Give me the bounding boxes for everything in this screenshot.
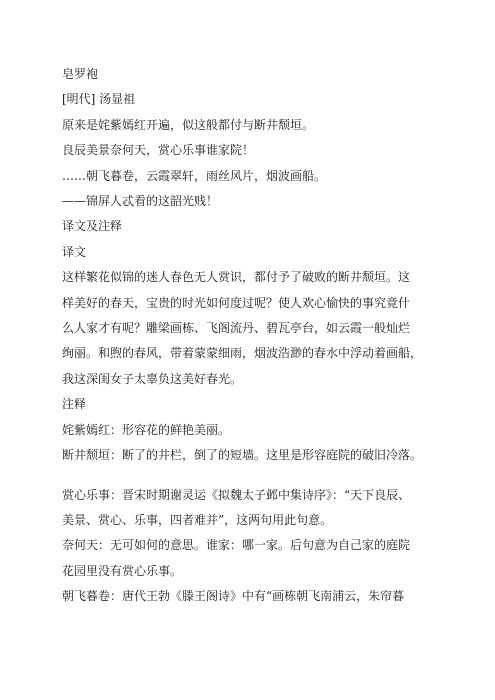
poem-author: [明代] 汤显祖 (62, 92, 136, 107)
note-line: 赏心乐事：晋宋时期谢灵运《拟魏太子邺中集诗序》：“天下良辰、 (62, 487, 411, 502)
note-item (62, 584, 437, 609)
poem-line-1: 原来是姹紫嫣红开遍，似这般都付与断井颓垣。 (62, 117, 315, 132)
poem-line-2: 良辰美景奈何天，赏心乐事谁家院！ (62, 143, 255, 158)
note-line: 美景、赏心、乐事，四者难并”，这两句用此句意。 (62, 512, 333, 527)
document-page (62, 62, 437, 610)
blank-gap (62, 469, 437, 483)
note-item (62, 443, 437, 468)
note-item (62, 418, 437, 443)
translation-line: 样美好的春天，宝贵的时光如何度过呢？使人欢心愉快的事究竟什 (62, 295, 411, 310)
note-item (62, 483, 437, 534)
note-item (62, 533, 437, 584)
section-heading: 译文及注释 (62, 219, 123, 234)
note-line: 朝飞暮卷：唐代王勃《滕王阁诗》中有“画栋朝飞南浦云，朱帘暮 (62, 589, 405, 604)
translation-line: 么人家才有呢？雕梁画栋、飞阁流丹、碧瓦亭台，如云霞一般灿烂 (62, 321, 411, 336)
poem-line-4: ——锦屏人忒看的这韶光贱！ (62, 194, 219, 209)
notes-heading: 注释 (62, 397, 87, 412)
note-line: 断井颓垣：断了的井栏，倒了的短墙。这里是形容庭院的破旧冷落。 (62, 448, 423, 463)
note-line: 花园里没有赏心乐事。 (62, 563, 183, 578)
poem-line-3: ……朝飞暮卷，云霞翠轩，雨丝风片，烟波画船。 (62, 168, 327, 183)
note-line: 姹紫嫣红：形容花的鲜艳美丽。 (62, 422, 231, 437)
translation-paragraph (62, 265, 437, 392)
translation-line: 这样繁花似锦的迷人春色无人赏识，都付予了破败的断井颓垣。这 (62, 270, 411, 285)
poem-title: 皂罗袍 (62, 67, 99, 81)
translation-line: 绚丽。和煦的春风，带着蒙蒙细雨，烟波浩渺的春水中浮动着画船， (62, 346, 423, 361)
translation-heading: 译文 (62, 244, 87, 259)
translation-line: 我这深闺女子太辜负这美好春光。 (62, 371, 243, 386)
note-line: 奈何天：无可如何的意思。谁家：哪一家。后句意为自己家的庭院 (62, 538, 411, 553)
